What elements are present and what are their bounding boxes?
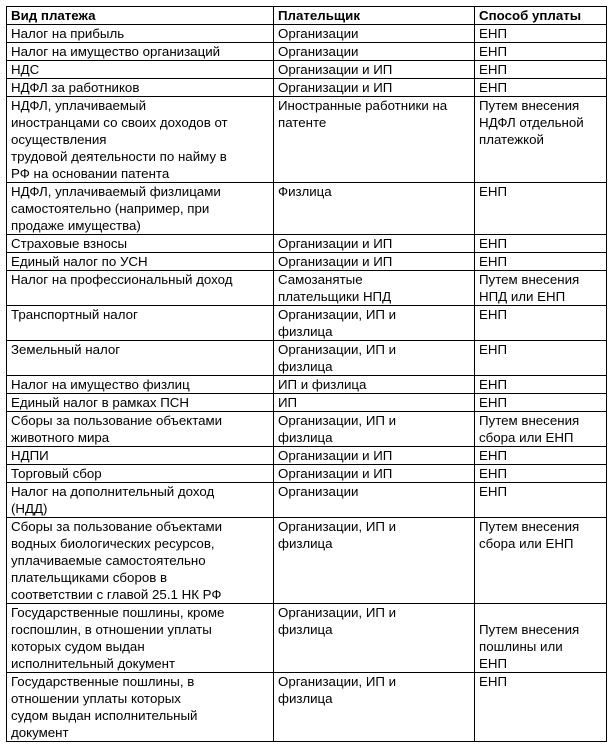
payment-type-cell [7, 376, 274, 394]
payment-type-cell [7, 394, 274, 412]
payer-cell-text: Самозанятые плательщики НПД [278, 272, 392, 304]
payer-cell [274, 483, 475, 518]
payment-type-cell [7, 465, 274, 483]
table-row [7, 376, 607, 394]
payment-type-cell [7, 673, 274, 742]
payment-method-cell [475, 447, 607, 465]
payment-method-cell [475, 518, 607, 604]
payment-method-cell [475, 376, 607, 394]
payment-method-cell [475, 394, 607, 412]
payment-type-cell-text: Налог на прибыль [11, 26, 125, 41]
table-row [7, 43, 607, 61]
payment-type-cell-text: НДФЛ, уплачиваемый иностранцами со своих доходов от осуществления трудовой деятельности по найму в РФ на основании патента [11, 98, 228, 181]
payment-type-cell-text: Земельный налог [11, 342, 121, 357]
payment-method-cell-text: Путем внесения пошлины или ЕНП [479, 622, 580, 671]
payment-method-cell-text: ЕНП [479, 184, 508, 199]
payment-type-cell [7, 341, 274, 376]
payment-method-cell [475, 341, 607, 376]
payer-cell-text: Организации, ИП и физлица [278, 674, 397, 706]
payment-type-cell [7, 97, 274, 183]
payer-cell-text: Организации и ИП [278, 254, 393, 269]
payer-cell-text: Организации [278, 26, 359, 41]
payment-method-cell-text: ЕНП [479, 377, 508, 392]
payment-type-cell [7, 235, 274, 253]
payment-type-cell [7, 253, 274, 271]
payment-method-cell [475, 673, 607, 742]
payment-method-cell [475, 97, 607, 183]
payment-method-cell [475, 43, 607, 61]
payer-cell [274, 79, 475, 97]
payment-type-cell-text: Транспортный налог [11, 307, 138, 322]
payment-type-cell-text: Сборы за пользование объектами водных биологических ресурсов, уплачиваемые самостоятельно плательщиками сборов в соответствии с главой 25.1 НК РФ [11, 519, 223, 602]
payment-type-cell [7, 447, 274, 465]
payer-cell [274, 43, 475, 61]
payer-cell [274, 604, 475, 673]
payment-method-cell [475, 25, 607, 43]
payment-method-cell-text: Путем внесения сбора или ЕНП [479, 413, 580, 445]
payer-cell [274, 341, 475, 376]
payment-type-cell-text: НДС [11, 62, 40, 77]
payer-cell [274, 447, 475, 465]
header-payment-type: Вид платежа [7, 7, 274, 25]
payer-cell [274, 412, 475, 447]
payment-method-cell-text: ЕНП [479, 254, 508, 269]
payment-type-cell-text: Налог на имущество физлиц [11, 377, 190, 392]
payer-cell-text: Организации и ИП [278, 80, 393, 95]
table-row [7, 447, 607, 465]
payer-cell [274, 673, 475, 742]
payer-cell-text: Организации и ИП [278, 236, 393, 251]
payer-cell-text: Физлица [278, 184, 332, 199]
payer-cell-text: Организации и ИП [278, 466, 393, 481]
payment-method-cell-text: ЕНП [479, 26, 508, 41]
payment-type-cell-text: Сборы за пользование объектами животного мира [11, 413, 223, 445]
payer-cell [274, 61, 475, 79]
payment-method-cell-text: ЕНП [479, 395, 508, 410]
payer-cell-text: Организации, ИП и физлица [278, 413, 397, 445]
payment-method-cell-text: ЕНП [479, 44, 508, 59]
table-row [7, 61, 607, 79]
payer-cell [274, 235, 475, 253]
table-body [7, 25, 607, 742]
payment-method-cell-text: Путем внесения сбора или ЕНП [479, 519, 580, 551]
payment-type-cell-text: Налог на дополнительный доход (НДД) [11, 484, 215, 516]
payment-method-cell-text: ЕНП [479, 307, 508, 322]
table-row [7, 412, 607, 447]
payer-cell [274, 465, 475, 483]
payer-cell [274, 394, 475, 412]
header-payer: Плательщик [274, 7, 475, 25]
header-payment-method: Способ уплаты [475, 7, 607, 25]
payment-type-cell-text: Государственные пошлины, кроме госпошлин, в отношении уплаты которых судом выдан исполнительный документ [11, 605, 225, 671]
payment-method-cell-text: ЕНП [479, 236, 508, 251]
payment-method-cell [475, 79, 607, 97]
table-row [7, 235, 607, 253]
table-row [7, 253, 607, 271]
payment-methods-table [6, 6, 607, 742]
payment-method-cell [475, 183, 607, 235]
payer-cell-text: Организации, ИП и физлица [278, 342, 397, 374]
payer-cell-text: Иностранные работники на патенте [278, 98, 448, 130]
payment-method-cell-text: ЕНП [479, 80, 508, 95]
payer-cell [274, 97, 475, 183]
payment-type-cell-text: Налог на профессиональный доход [11, 272, 233, 287]
payer-cell-text: Организации [278, 44, 359, 59]
payment-method-cell [475, 483, 607, 518]
payment-type-cell [7, 483, 274, 518]
payment-method-cell [475, 604, 607, 673]
payment-type-cell [7, 518, 274, 604]
payment-type-cell-text: НДФЛ, уплачиваемый физлицами самостоятельно (например, при продаже имущества) [11, 184, 221, 233]
payment-type-cell [7, 412, 274, 447]
table-row [7, 271, 607, 306]
payer-cell-text: Организации и ИП [278, 62, 393, 77]
table-header-row [7, 7, 607, 25]
table-row [7, 341, 607, 376]
payment-method-cell [475, 465, 607, 483]
table-row [7, 97, 607, 183]
payer-cell [274, 306, 475, 341]
payment-type-cell-text: НДПИ [11, 448, 49, 463]
payment-type-cell [7, 25, 274, 43]
payment-type-cell [7, 271, 274, 306]
payer-cell-text: Организации и ИП [278, 448, 393, 463]
payer-cell-text: Организации, ИП и физлица [278, 519, 397, 551]
payer-cell-text: Организации, ИП и физлица [278, 605, 397, 637]
payer-cell [274, 271, 475, 306]
payment-method-cell [475, 61, 607, 79]
payment-method-cell [475, 253, 607, 271]
payment-type-cell-text: НДФЛ за работников [11, 80, 140, 95]
payment-type-cell-text: Страховые взносы [11, 236, 128, 251]
table-row [7, 673, 607, 742]
payment-type-cell [7, 604, 274, 673]
table-row [7, 604, 607, 673]
payment-type-cell [7, 61, 274, 79]
payment-type-cell-text: Торговый сбор [11, 466, 102, 481]
payment-method-cell-text: ЕНП [479, 466, 508, 481]
payment-method-cell-text: ЕНП [479, 674, 508, 689]
payer-cell-text: ИП и физлица [278, 377, 367, 392]
table-row [7, 306, 607, 341]
payment-method-cell-text: Путем внесения НДФЛ отдельной платежкой [479, 98, 584, 147]
payer-cell [274, 376, 475, 394]
payment-type-cell [7, 79, 274, 97]
payment-type-cell-text: Единый налог по УСН [11, 254, 148, 269]
payment-type-cell-text: Единый налог в рамках ПСН [11, 395, 189, 410]
payer-cell-text: Организации, ИП и физлица [278, 307, 397, 339]
payment-type-cell [7, 43, 274, 61]
table-row [7, 183, 607, 235]
payer-cell [274, 518, 475, 604]
payment-method-cell-text: ЕНП [479, 342, 508, 357]
payment-method-cell [475, 271, 607, 306]
payment-type-cell-text: Государственные пошлины, в отношении уплаты которых судом выдан исполнительный документ [11, 674, 198, 740]
payer-cell [274, 253, 475, 271]
payment-type-cell-text: Налог на имущество организаций [11, 44, 221, 59]
table-row [7, 483, 607, 518]
table-row [7, 394, 607, 412]
payment-method-cell-text: Путем внесения НПД или ЕНП [479, 272, 580, 304]
payment-method-cell [475, 235, 607, 253]
payer-cell-text: ИП [278, 395, 298, 410]
payment-method-cell-text: ЕНП [479, 484, 508, 499]
payment-type-cell [7, 306, 274, 341]
payer-cell [274, 25, 475, 43]
table-row [7, 79, 607, 97]
table-row [7, 465, 607, 483]
payment-method-cell-text: ЕНП [479, 448, 508, 463]
payment-method-cell [475, 412, 607, 447]
payer-cell [274, 183, 475, 235]
payment-type-cell [7, 183, 274, 235]
table-row [7, 25, 607, 43]
table-row [7, 518, 607, 604]
payment-method-cell-text: ЕНП [479, 62, 508, 77]
payer-cell-text: Организации [278, 484, 359, 499]
payment-method-cell [475, 306, 607, 341]
